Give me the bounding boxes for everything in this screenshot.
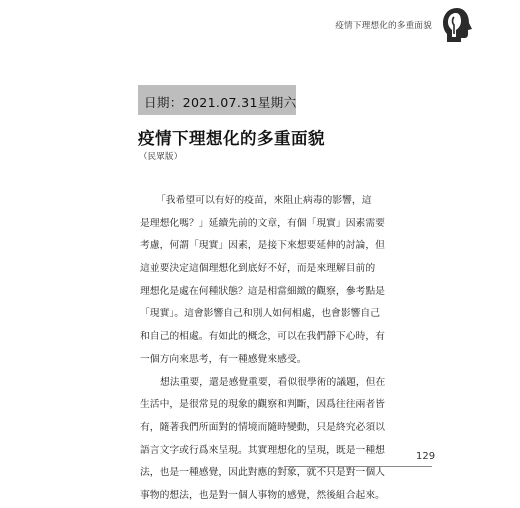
- head-silhouette-icon: [441, 6, 475, 44]
- date-text: 日期：2021.07.31星期六: [144, 95, 297, 110]
- body-line: 一個方向來思考，有一種感覺來感受。: [140, 353, 307, 365]
- body-line: 考慮，何謂「現實」因素，是接下來想要延伸的討論，但: [140, 240, 385, 252]
- body-line: 「現實」。這會影響自己和別人如何相處，也會影響自己: [140, 308, 381, 320]
- page-number: 129: [416, 451, 436, 462]
- body-line: 有，隨著我們所面對的情境而隨時變動，只是終究必須以: [140, 421, 385, 433]
- body-line: 法，也是一種感覺，因此對應的對象，就不只是對一個人: [140, 467, 385, 479]
- body-line: 生活中，是很常見的現象的觀察和判斷，因爲往往兩者皆: [140, 399, 385, 411]
- date-banner: [138, 85, 296, 115]
- body-line: 理想化是處在何種狀態？這是相當細緻的觀察，參考點是: [140, 285, 385, 297]
- body-line: 和自己的相處。有如此的概念，可以在我們靜下心時，有: [140, 331, 385, 343]
- article-subtitle: （民眾版）: [139, 151, 183, 161]
- article-title: 疫情下理想化的多重面貌: [138, 129, 325, 148]
- body-line: 想法重要，還是感覺重要，看似很學術的議題，但在: [160, 376, 386, 388]
- running-head-title: 疫情下理想化的多重面貌: [335, 21, 432, 31]
- body-line: 這並要決定這個理想化到底好不好，而是來理解目前的: [140, 263, 376, 275]
- body-line: 事物的想法，也是對一個人事物的感覺，然後組合起來。: [140, 489, 385, 501]
- body-line: 是理想化嗎？」延續先前的文章，有個「現實」因素需要: [140, 217, 385, 229]
- article-body: [140, 190, 392, 508]
- body-line: 語言文字或行爲來呈現。其實理想化的呈現，既是一種想: [140, 444, 385, 456]
- body-line: 「我希望可以有好的疫苗，來阻止病毒的影響，這: [156, 195, 372, 206]
- footer-rule: [284, 466, 432, 467]
